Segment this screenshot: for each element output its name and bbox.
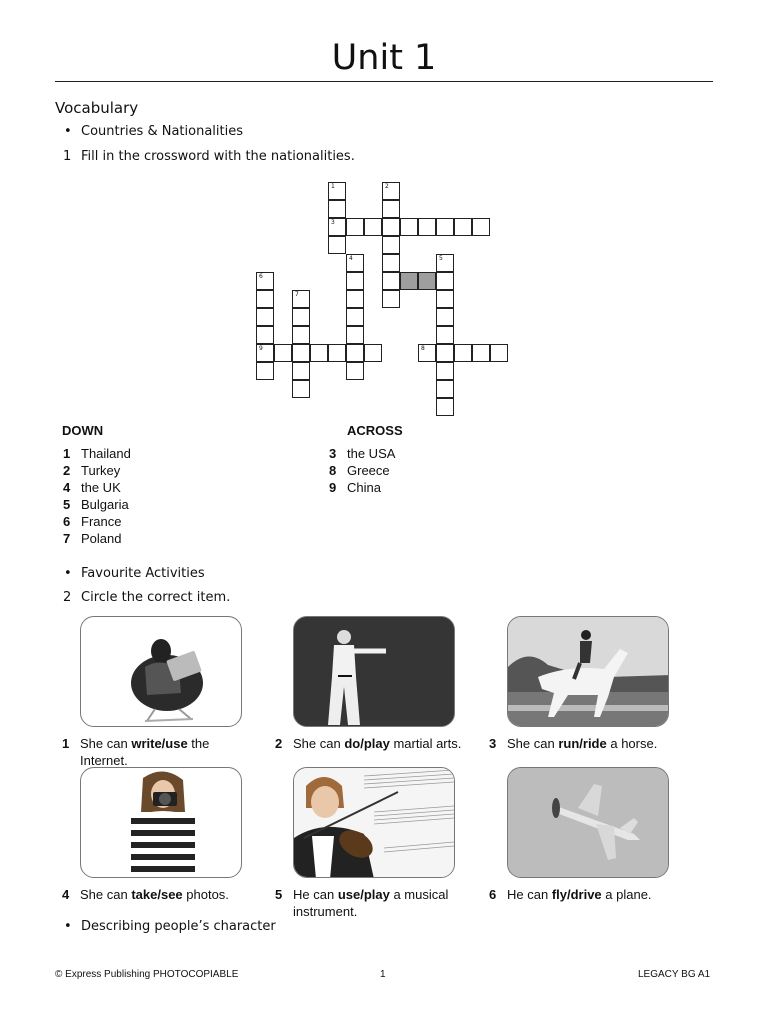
clue-row	[63, 446, 131, 463]
crossword-cell	[328, 200, 346, 218]
crossword-cell	[382, 254, 400, 272]
crossword-cell	[400, 218, 418, 236]
crossword-cell	[256, 272, 274, 290]
crossword-cell	[436, 398, 454, 416]
photo-woman-camera	[80, 767, 242, 878]
choice-option[interactable]: write/use	[131, 736, 188, 751]
crossword-cell	[292, 308, 310, 326]
crossword-cell	[292, 380, 310, 398]
choice-option[interactable]: fly/drive	[551, 887, 602, 902]
crossword-cell	[256, 326, 274, 344]
crossword-cell	[346, 344, 364, 362]
crossword-cell	[256, 308, 274, 326]
caption-item-5	[275, 886, 473, 920]
crossword-cell	[292, 290, 310, 308]
caption-item-4	[62, 886, 260, 903]
item-number: 3	[489, 736, 497, 751]
clue-number: 4	[63, 480, 71, 495]
across-heading: ACROSS	[347, 423, 403, 438]
crossword-cell	[328, 344, 346, 362]
crossword-clue-number: 5	[439, 255, 443, 262]
crossword-cell	[382, 290, 400, 308]
down-heading: DOWN	[62, 423, 104, 438]
crossword-clue-number: 3	[331, 219, 335, 226]
photo-plane	[507, 767, 669, 878]
title-divider	[55, 81, 713, 82]
clue-row	[63, 497, 131, 514]
clue-row	[329, 480, 395, 497]
crossword-cell	[436, 290, 454, 308]
clue-row	[329, 446, 396, 463]
crossword-cell	[292, 362, 310, 380]
clue-text: the UK	[81, 480, 121, 495]
crossword-cell	[436, 380, 454, 398]
choice-option[interactable]: take/see	[131, 887, 183, 902]
clue-number: 5	[63, 497, 71, 512]
clue-row	[63, 480, 131, 497]
crossword-clue-number: 8	[421, 345, 425, 352]
clue-number: 7	[63, 531, 71, 546]
crossword-cell	[382, 182, 400, 200]
clue-row	[329, 463, 395, 480]
crossword-cell	[292, 344, 310, 362]
caption-text: He can	[507, 887, 552, 902]
crossword-cell	[436, 218, 454, 236]
caption-item-3	[489, 735, 707, 752]
crossword-cell	[346, 290, 364, 308]
clue-text: Greece	[347, 463, 390, 478]
exercise-1-instruction	[63, 149, 355, 164]
crossword-cell	[328, 236, 346, 254]
clue-row	[63, 514, 131, 531]
exercise-number: 2	[63, 590, 72, 605]
crossword-cell	[346, 326, 364, 344]
crossword-cell	[328, 182, 346, 200]
crossword-cell	[256, 290, 274, 308]
crossword-cell	[490, 344, 508, 362]
crossword-cell	[346, 272, 364, 290]
item-number: 1	[62, 736, 70, 751]
crossword-cell	[382, 272, 400, 290]
bullet-activities: • Favourite Activities	[81, 566, 205, 581]
caption-text: a musical instrument.	[293, 887, 449, 919]
clue-text: Thailand	[81, 446, 131, 461]
caption-text: a plane.	[601, 887, 652, 902]
item-number: 6	[489, 887, 497, 902]
crossword-cell	[436, 254, 454, 272]
clue-text: Turkey	[81, 463, 121, 478]
crossword-cell	[454, 344, 472, 362]
clue-number: 3	[329, 446, 337, 461]
crossword-cell	[418, 218, 436, 236]
clue-number: 8	[329, 463, 337, 478]
footer-page-number: 1	[380, 969, 386, 980]
crossword-cell	[346, 254, 364, 272]
caption-item-6	[489, 886, 707, 903]
photo-woman-laptop	[80, 616, 242, 727]
bullet-character: • Describing people’s character	[81, 919, 276, 934]
crossword-cell	[346, 362, 364, 380]
page-title: Unit 1	[331, 38, 437, 78]
crossword-cell	[256, 362, 274, 380]
caption-text: She can	[80, 736, 132, 751]
clue-text: the USA	[347, 446, 396, 461]
caption-item-1	[62, 735, 260, 769]
crossword-clue-number: 1	[331, 183, 335, 190]
clue-text: France	[81, 514, 122, 529]
crossword-cell	[436, 362, 454, 380]
crossword-cell	[472, 344, 490, 362]
crossword-cell	[436, 344, 454, 362]
photo-horse-rider	[507, 616, 669, 727]
crossword-clue-number: 2	[385, 183, 389, 190]
item-number: 4	[62, 887, 70, 902]
crossword-clue-number: 7	[295, 291, 299, 298]
crossword-cell	[436, 326, 454, 344]
clue-row	[63, 531, 131, 548]
crossword-cell	[400, 272, 418, 290]
crossword-clue-number: 9	[259, 345, 263, 352]
clue-number: 6	[63, 514, 71, 529]
crossword-cell	[436, 272, 454, 290]
across-clues	[329, 446, 396, 497]
clue-number: 1	[63, 446, 71, 461]
crossword-cell	[418, 272, 436, 290]
caption-text: She can	[507, 736, 559, 751]
choice-option[interactable]: use/play	[337, 887, 390, 902]
crossword-cell	[310, 344, 328, 362]
photo-boy-violin	[293, 767, 455, 878]
crossword-cell	[472, 218, 490, 236]
footer-copyright: © Express Publishing PHOTOCOPIABLE	[55, 969, 239, 980]
item-number: 2	[275, 736, 283, 751]
crossword-cell	[382, 200, 400, 218]
caption-text: photos.	[182, 887, 229, 902]
clue-row	[63, 463, 131, 480]
caption-item-2	[275, 735, 473, 752]
crossword-cell	[454, 218, 472, 236]
clue-number: 9	[329, 480, 337, 495]
crossword-cell	[256, 344, 274, 362]
crossword-cell	[364, 218, 382, 236]
exercise-number: 1	[63, 149, 72, 164]
choice-option[interactable]: do/play	[344, 736, 390, 751]
exercise-text: Fill in the crossword with the nationalities.	[81, 149, 355, 164]
crossword-cell	[364, 344, 382, 362]
clue-number: 2	[63, 463, 71, 478]
footer-book-code: LEGACY BG A1	[638, 969, 711, 980]
caption-text: She can	[80, 887, 132, 902]
crossword-cell	[328, 218, 346, 236]
caption-text: a horse.	[606, 736, 658, 751]
caption-text: martial arts.	[389, 736, 462, 751]
item-number: 5	[275, 887, 283, 902]
photo-martial-arts	[293, 616, 455, 727]
choice-option[interactable]: run/ride	[558, 736, 607, 751]
clue-text: China	[347, 480, 381, 495]
exercise-2-instruction	[63, 590, 231, 605]
crossword-cell	[418, 344, 436, 362]
caption-text: She can	[293, 736, 345, 751]
down-clues	[63, 446, 131, 548]
crossword-clue-number: 4	[349, 255, 353, 262]
caption-text: the Internet.	[80, 736, 210, 768]
crossword-cell	[382, 218, 400, 236]
exercise-text: Circle the correct item.	[81, 590, 231, 605]
crossword-cell	[346, 218, 364, 236]
crossword-cell	[382, 236, 400, 254]
crossword-cell	[292, 326, 310, 344]
crossword-cell	[274, 344, 292, 362]
crossword-cell	[346, 308, 364, 326]
clue-text: Poland	[81, 531, 122, 546]
clue-text: Bulgaria	[81, 497, 129, 512]
bullet-countries: • Countries & Nationalities	[81, 124, 243, 139]
section-heading: Vocabulary	[55, 99, 139, 117]
crossword-cell	[436, 308, 454, 326]
caption-text: He can	[293, 887, 338, 902]
crossword-clue-number: 6	[259, 273, 263, 280]
